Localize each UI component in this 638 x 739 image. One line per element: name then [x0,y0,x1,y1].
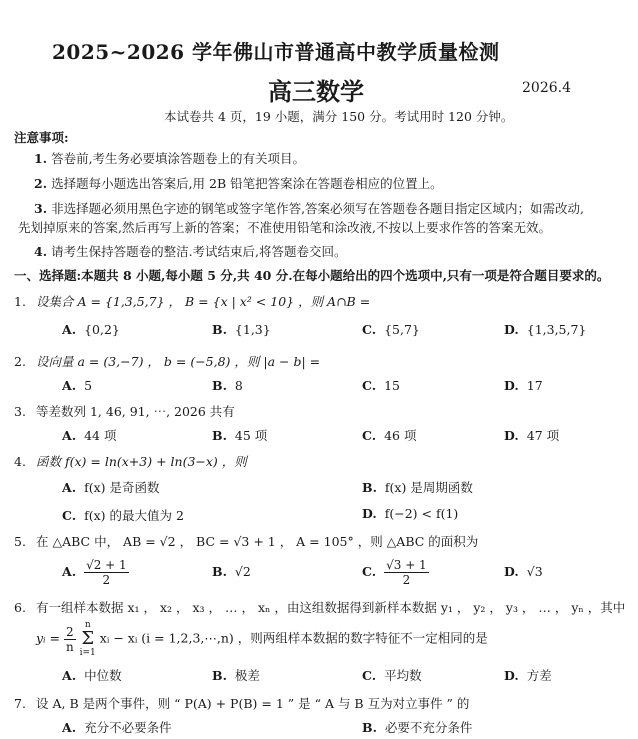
note-number: 2. [34,176,48,191]
option-label: A. [62,480,77,495]
sum-upper: n [84,620,91,630]
question-4 [14,452,247,470]
fraction-numerator: 2 [66,624,74,639]
option-c [362,666,422,684]
option-text: 5 [84,378,93,393]
option-c [362,322,420,337]
option-c [62,506,184,524]
notes-heading: 注意事项: [14,130,69,145]
option-d [504,322,586,337]
option-text: 15 [384,378,400,393]
option-a [62,378,92,393]
option-label: A. [62,720,77,735]
option-c [362,378,400,393]
option-label: D. [504,322,519,337]
option-text: 中位数 [84,668,122,683]
question-number: 1. [14,294,26,309]
note-text: 选择题每小题选出答案后,用 2B 铅笔把答案涂在答题卷相应的位置上。 [51,176,443,191]
option-text: f(x) 是奇函数 [84,480,160,495]
exam-subject: 高三数学 [268,77,364,106]
question-text: 等差数列 1, 46, 91, ⋯, 2026 共有 [36,404,235,419]
exam-title: 2025~2026 学年佛山市普通高中教学质量检测 [52,40,500,64]
option-label: C. [362,668,377,683]
question-7 [14,694,470,712]
fraction [64,625,76,654]
option-text: {5,7} [384,322,420,337]
question-6 [14,598,626,616]
note-item [18,173,443,195]
question-number: 2. [14,354,26,369]
fraction [84,558,129,587]
note-number: 4. [34,244,48,259]
question-text: 函数 f(x) = ln(x+3) + ln(3−x) ，则 [36,454,247,469]
question-3 [14,402,235,420]
option-text: 44 项 [84,428,117,443]
formula-rhs: xᵢ − xᵢ (i = 1,2,3,⋯,n) ，则两组样本数据的数字特征不一定相同的是 [99,630,488,646]
option-d [504,564,543,579]
option-label: D. [362,506,377,521]
question-number: 6. [14,600,26,615]
option-a [62,478,159,496]
option-text: f(−2) < f(1) [384,506,459,521]
fraction-denominator: 2 [102,573,111,587]
option-label: B. [212,378,227,393]
option-b [362,478,473,496]
option-text: 必要不充分条件 [384,720,473,735]
note-item-continued [18,217,551,239]
option-text: 17 [526,378,543,393]
option-text: √3 [526,564,543,579]
option-label: C. [362,322,377,337]
option-label: B. [362,480,377,495]
option-a [62,322,120,337]
option-text: 方差 [526,668,552,683]
option-label: B. [362,720,377,735]
note-number: 1. [34,151,48,166]
note-number: 3. [34,201,48,216]
option-label: B. [212,668,227,683]
note-item [18,241,347,263]
note-text: 请考生保持答题卷的整洁.考试结束后,将答题卷交回。 [51,244,347,259]
option-d [504,426,559,444]
option-label: C. [362,378,377,393]
option-d [504,378,543,393]
question-text: 在 △ABC 中， AB = √2 ， BC = √3 + 1 ， A = 105° ，则 △ABC 的面积为 [36,534,479,549]
sigma-icon: Σ [81,628,95,649]
formula-lhs: yᵢ = [36,630,61,646]
option-label: A. [62,428,77,443]
option-text: 平均数 [384,668,422,683]
option-text: {1,3,5,7} [526,322,587,337]
option-b [362,718,472,736]
option-text: 47 项 [526,428,560,443]
summation [80,620,96,658]
note-text: 先划掉原来的答案,然后再写上新的答案；不准使用铅笔和涂改液,不按以上要求作答的答案无效。 [18,220,551,235]
fraction-denominator: n [65,639,74,654]
option-text: {0,2} [84,322,120,337]
option-label: A. [62,668,77,683]
note-text: 答卷前,考生务必要填涂答题卷上的有关项目。 [51,151,306,166]
option-label: D. [504,428,519,443]
option-label: B. [212,564,227,579]
option-b [212,322,271,337]
question-text: 有一组样本数据 x₁ ， x₂ ， x₃ ， … ， xₙ ，由这组数据得到新样本数据 y₁ ， y₂ ， y₃ ， … ， yₙ ，其中 [36,600,626,615]
question-text: 设向量 a = (3,−7) ， b = (−5,8) ，则 |a − b| = [36,354,321,369]
note-text: 非选择题必须用黑色字迹的钢笔或签字笔作答,答案必须写在答题卷各题目指定区域内；如需改动, [51,201,585,216]
option-label: C. [362,428,377,443]
question-6-formula [36,620,488,658]
question-number: 7. [14,696,26,711]
option-label: D. [504,564,519,579]
fraction-numerator: √2 + 1 [86,558,127,572]
option-c [362,558,429,587]
question-text: 设 A, B 是两个事件，则 “ P(A) + P(B) = 1 ” 是 “ A 与 B 互为对立事件 ” 的 [36,696,470,711]
exam-date: 2026.4 [522,80,571,96]
option-label: A. [62,322,77,337]
option-c [362,426,416,444]
fraction [384,558,429,587]
option-text: 8 [234,378,243,393]
exam-intro: 本试卷共 4 页，19 小题，满分 150 分。考试用时 120 分钟。 [164,109,514,124]
question-number: 3. [14,404,26,419]
option-label: B. [212,322,227,337]
option-a [62,666,122,684]
option-text: 46 项 [384,428,417,443]
option-a [62,718,172,736]
option-d [504,666,552,684]
option-text: 45 项 [234,428,268,443]
question-number: 4. [14,454,26,469]
option-label: C. [62,508,77,523]
option-b [212,666,260,684]
option-text: 充分不必要条件 [84,720,172,735]
option-text: f(x) 的最大值为 2 [84,508,184,523]
option-label: D. [504,378,519,393]
question-number: 5. [14,534,26,549]
question-5 [14,532,479,550]
option-text: f(x) 是周期函数 [384,480,473,495]
option-a [62,426,116,444]
option-label: B. [212,428,227,443]
fraction-numerator: √3 + 1 [386,558,427,572]
option-b [212,378,243,393]
option-text: √2 [234,564,251,579]
option-b [212,564,251,579]
option-b [212,426,267,444]
question-1 [14,292,371,310]
question-text: 设集合 A = {1,3,5,7} ， B = {x | x² < 10} ，则 A∩B = [36,294,371,309]
question-2 [14,352,321,370]
option-label: D. [504,668,519,683]
section-title: 一、选择题:本题共 8 小题,每小题 5 分,共 40 分.在每小题给出的四个选项中,只有一项是符合题目要求的。 [14,268,610,283]
option-d [362,506,458,521]
option-label: A. [62,564,77,579]
option-label: C. [362,564,377,579]
sum-lower: i=1 [79,648,96,658]
fraction-denominator: 2 [402,573,411,587]
note-item [18,148,305,170]
option-label: A. [62,378,77,393]
option-text: {1,3} [234,322,271,337]
option-a [62,558,129,587]
option-text: 极差 [234,668,260,683]
